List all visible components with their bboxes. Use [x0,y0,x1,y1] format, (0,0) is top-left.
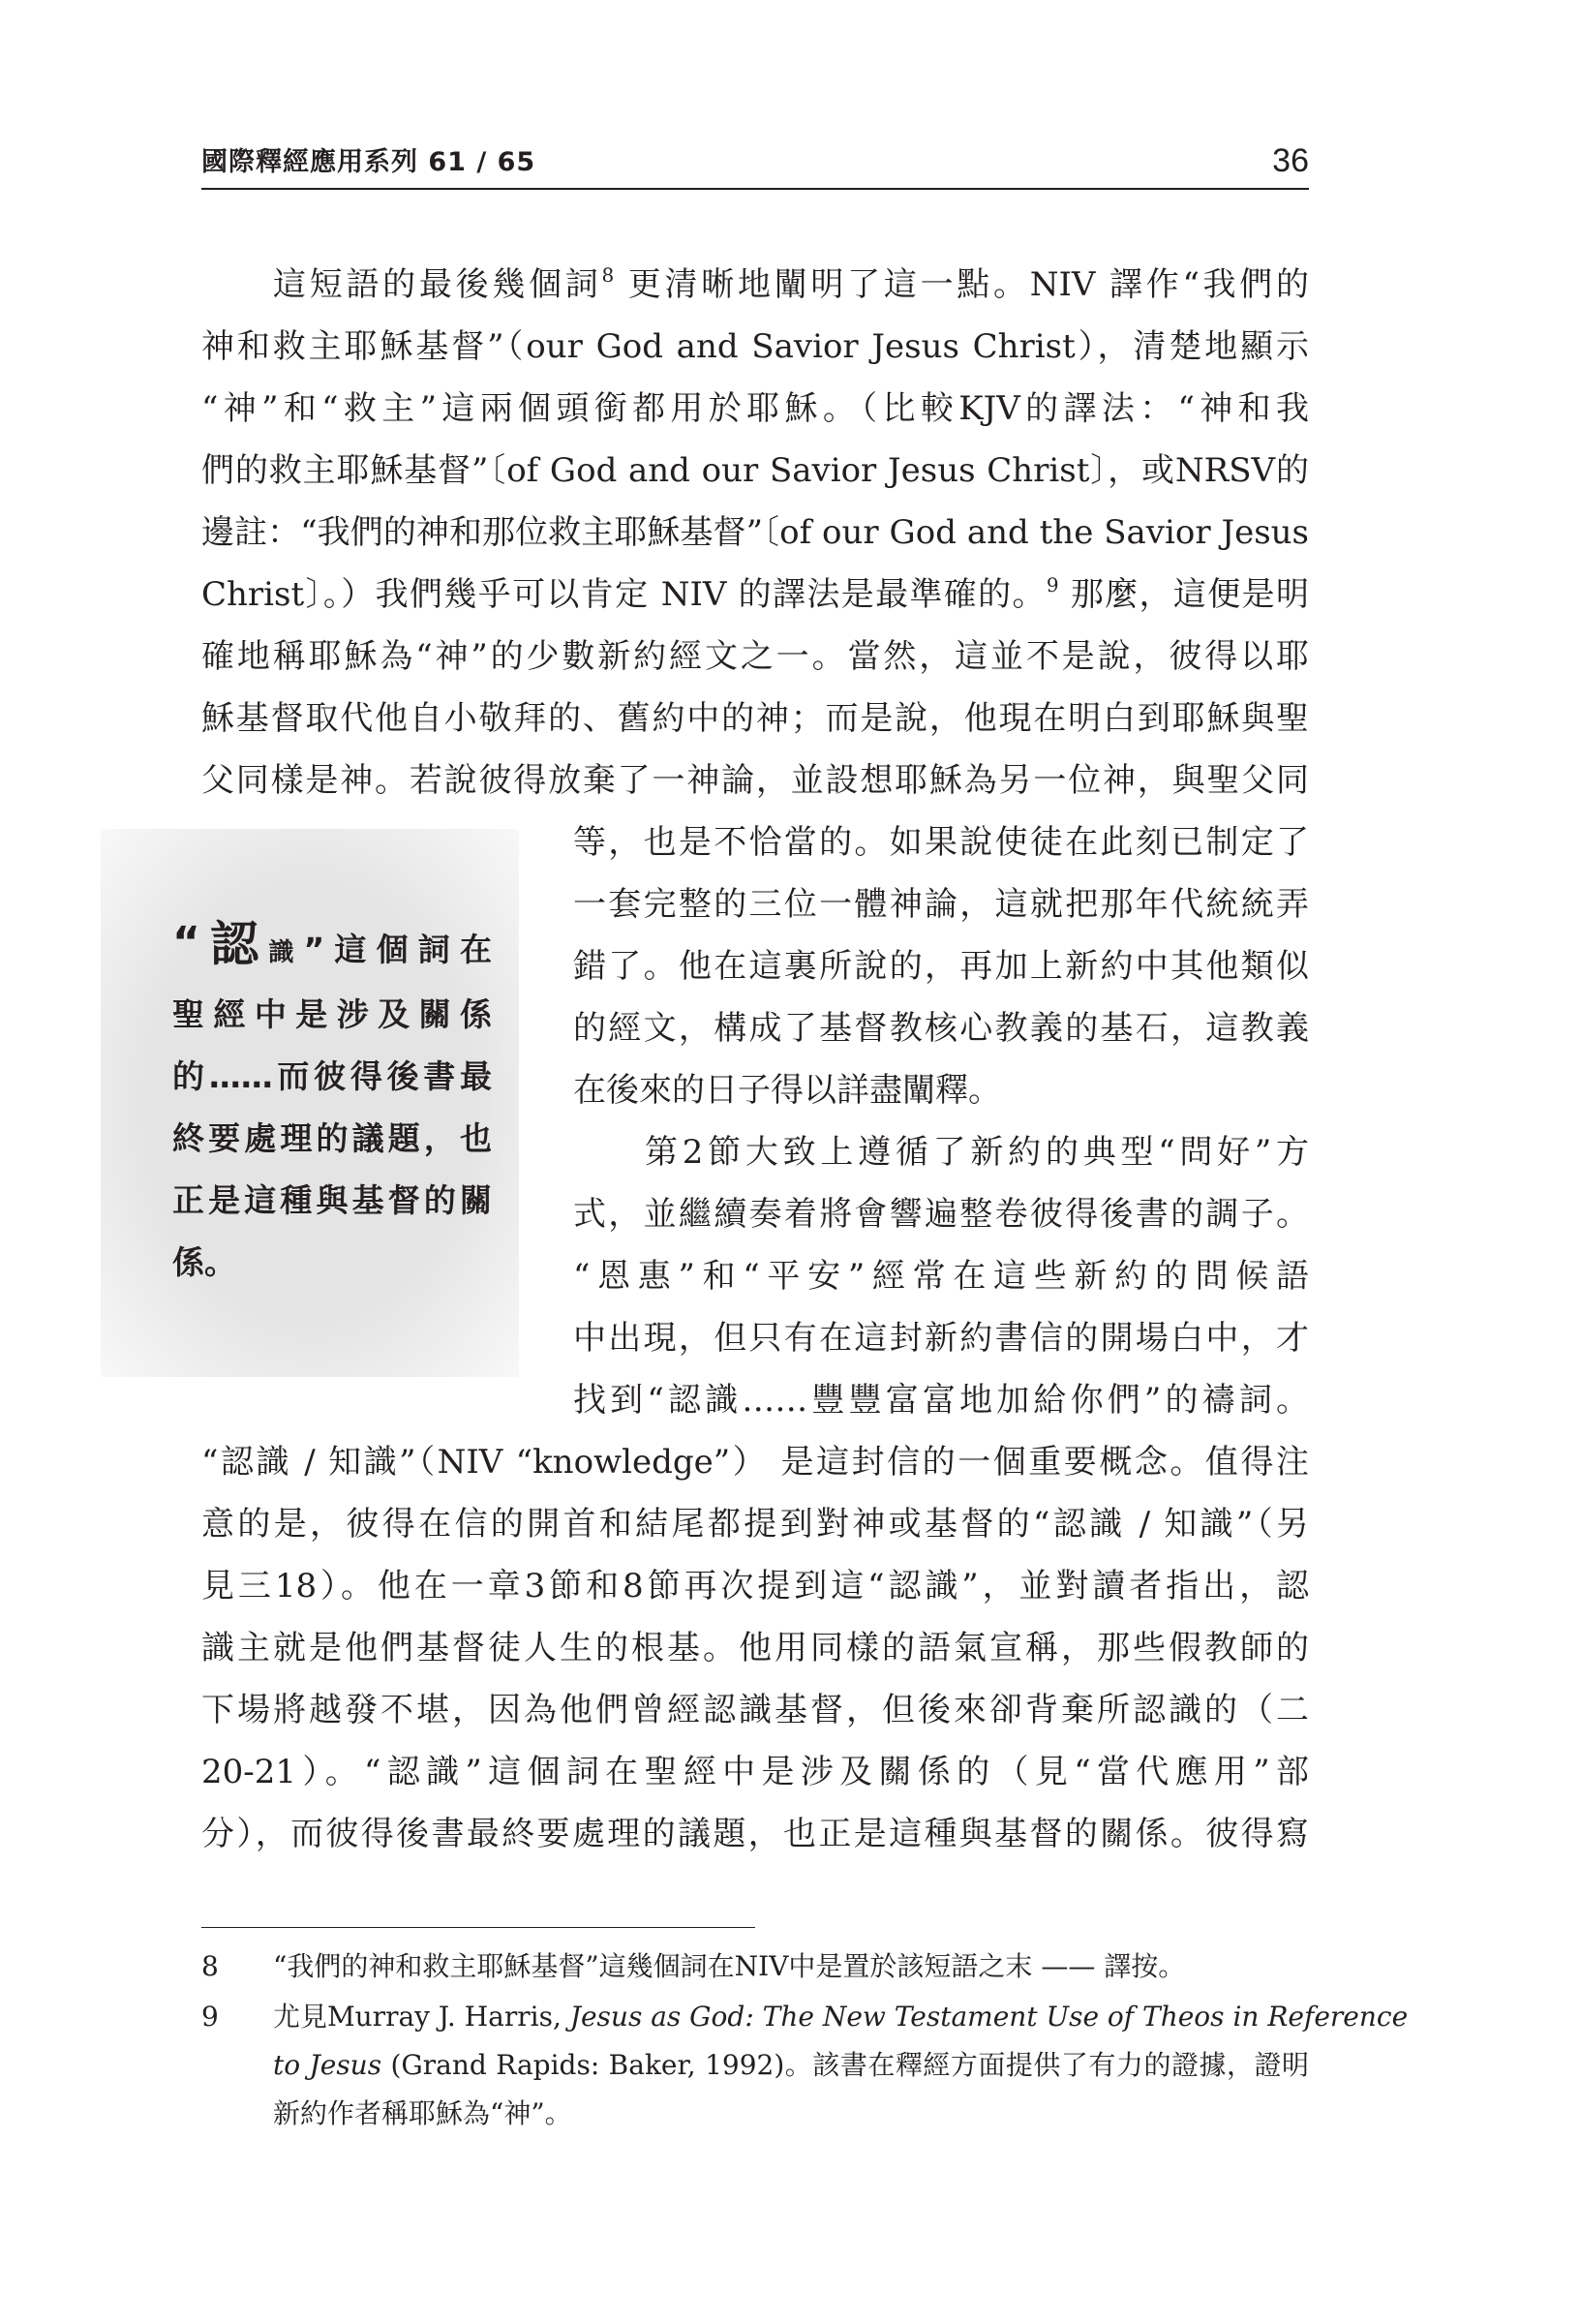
text-line: 下場將越發不堪，因為他們曾經認識基督，但後來卻背棄所認識的（二 [201,1691,1309,1729]
footnote-number: 9 [201,2001,219,2033]
text-line: “恩惠”和“平安”經常在這些新約的問候語 [573,1257,1309,1296]
footnote-divider [201,1927,755,1928]
text-line: 識主就是他們基督徒人生的根基。他用同樣的語氣宣稱，那些假教師的 [201,1629,1309,1667]
text-line: 在後來的日子得以詳盡闡釋。 [573,1071,1001,1110]
page-number: 36 [1272,142,1309,179]
footnote-8 [201,1942,1309,1991]
main-text-right-column [573,811,1309,1431]
text-line: 錯了。他在這裏所說的，再加上新約中其他類似 [573,947,1309,986]
running-header [201,136,1309,190]
text-line: 一套完整的三位一體神論，這就把那年代統統弄 [573,885,1309,924]
pull-quote-box [101,829,519,1377]
text-line: 穌基督取代他自小敬拜的、舊約中的神；而是說，他現在明白到耶穌與聖 [201,699,1309,738]
text-line: 式，並繼續奏着將會響遍整卷彼得後書的調子。 [573,1195,1309,1234]
text-line: 父同樣是神。若說彼得放棄了一神論，並設想耶穌為另一位神，與聖父同 [201,761,1309,800]
text-line: 找到“認識……豐豐富富地加給你們”的禱詞。 [573,1381,1309,1420]
pull-quote-text: “認識”這個詞在 聖經中是涉及關係 的……而彼得後書最 終要處理的議題，也 正是這種與基督的關 係。 [172,916,492,1281]
text-line: 神和救主耶穌基督”（our God and Savior Jesus Christ），清楚地顯示 [201,327,1309,366]
series-title: 國際釋經應用系列 61 / 65 [201,147,536,177]
footnote-text: 尤見Murray J. Harris, Jesus as God: The New Testament Use of Theos in Reference to Jesus (Grand Rapids: Baker, 1992)。該書在釋經方面提供了有力的證據，證明 新約作者稱耶穌為“神”。 [273,2001,1409,2129]
footnote-ref-9[interactable]: 9 [1046,573,1059,596]
book-title-cont: to Jesus [273,2049,382,2081]
footnote-number: 8 [201,1950,219,1982]
footnote-ref-8[interactable]: 8 [601,263,615,287]
text-line: 20-21）。“認識”這個詞在聖經中是涉及關係的（見“當代應用”部 [201,1753,1309,1791]
text-line: 的經文，構成了基督教核心教義的基石，這教義 [573,1009,1309,1048]
text-line: Christ〕。）我們幾乎可以肯定 NIV 的譯法是最準確的。$^9$ 那麼，這便是明 [201,573,1310,614]
text-line: 分），而彼得後書最終要處理的議題，也正是這種與基督的關係。彼得寫 [201,1815,1309,1853]
main-text-bottom [201,1431,1309,1865]
book-title: Jesus as God: The New Testament Use of Theos in Reference [569,2001,1409,2033]
text-line: 等，也是不恰當的。如果說使徒在此刻已制定了 [573,823,1309,862]
main-text-top [201,254,1309,811]
text-line: 們的救主耶穌基督”〔of God and our Savior Jesus Christ〕，或NRSV的 [201,451,1309,490]
footnotes [201,1942,1409,2140]
text-line: 第2節大致上遵循了新約的典型“問好”方 [645,1133,1309,1172]
text-line: 中出現，但只有在這封新約書信的開場白中，才 [573,1319,1309,1358]
text-line: 意的是，彼得在信的開首和結尾都提到對神或基督的“認識 / 知識”（另 [201,1505,1309,1544]
text-line: 確地稱耶穌為“神”的少數新約經文之一。當然，這並不是說，彼得以耶 [201,637,1309,676]
text-line: 見三18）。他在一章3節和8節再次提到這“認識”，並對讀者指出，認 [201,1567,1309,1605]
footnote-text: “我們的神和救主耶穌基督”這幾個詞在NIV中是置於該短語之末 —— 譯按。 [273,1950,1186,1982]
text-line: 邊註：“我們的神和那位救主耶穌基督”〔of our God and the Savior Jesus [201,513,1309,552]
footnote-9 [201,1993,1409,2138]
text-line: “神”和“救主”這兩個頭銜都用於耶穌。（比較KJV的譯法：“神和我 [201,389,1309,428]
text-line: 這短語的最後幾個詞$^8$ 更清晰地闡明了這一點。NIV 譯作“我們的 [273,263,1310,304]
text-line: “認識 / 知識”（NIV “knowledge”） 是這封信的一個重要概念。值得注 [201,1443,1309,1482]
